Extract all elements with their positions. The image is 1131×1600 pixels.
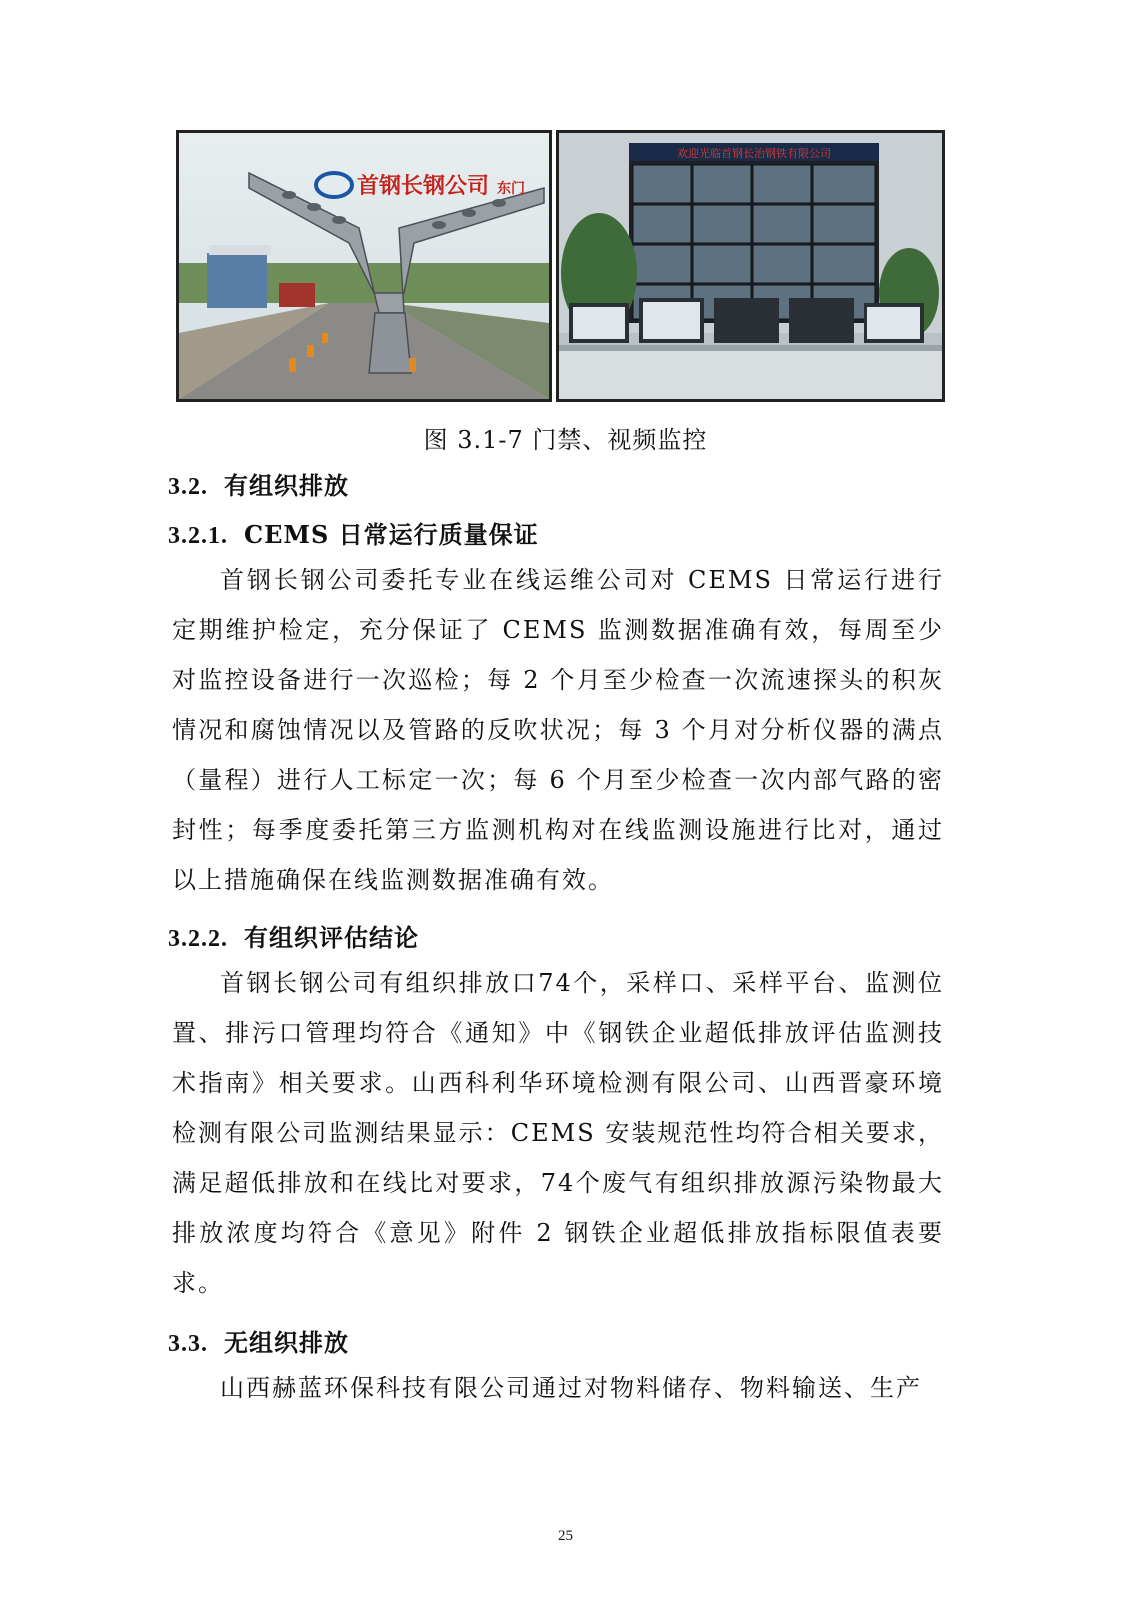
section-title: 有组织排放 <box>224 471 349 500</box>
gate-photo-illustration <box>179 133 549 399</box>
paragraph-fugitive-emission: 山西赫蓝环保科技有限公司通过对物料储存、物料输送、生产 <box>220 1374 922 1402</box>
section-number: 3.3. <box>168 1331 208 1357</box>
section-heading-3-2 <box>168 466 349 501</box>
gate-sign-text: 首钢长钢公司 <box>357 174 490 199</box>
section-number: 3.2. <box>168 474 208 500</box>
section-title: 有组织评估结论 <box>244 923 419 952</box>
monitor-wall-banner: 欢迎光临首钢长治钢铁有限公司 <box>677 147 831 160</box>
monitoring-room-photo <box>556 130 945 402</box>
paragraph-organized-conclusion: 首钢长钢公司有组织排放口74个，采样口、采样平台、监测位置、排污口管理均符合《通知》中《钢铁企业超低排放评估监测技术指南》相关要求。山西科利华环境检测有限公司、山西晋豪环境检测有限公司监测结果显示：CEMS 安装规范性均符合相关要求，满足超低排放和在线比对要求，74个废气有组织排放源污染物最大排放浓度均符合《意见》附件 2 钢铁企业超低排放指标限值表要求。 <box>172 969 944 1297</box>
section-number: 3.2.2. <box>168 926 228 952</box>
section-title: 无组织排放 <box>224 1328 349 1357</box>
page-number: 25 <box>558 1528 573 1544</box>
paragraph-cems-quality: 首钢长钢公司委托专业在线运维公司对 CEMS 日常运行进行定期维护检定，充分保证了 CEMS 监测数据准确有效，每周至少对监控设备进行一次巡检；每 2 个月至少检查一次流速探头的积灰情况和腐蚀情况以及管路的反吹状况；每 3 个月对分析仪器的满点（量程）进行人工标定一次；每 6 个月至少检查一次内部气路的密封性；每季度委托第三方监测机构对在线监测设施进行比对，通过以上措施确保在线监测数据准确有效。 <box>172 566 944 894</box>
gate-sign-suffix: 东门 <box>497 181 525 197</box>
section-heading-3-3 <box>168 1323 349 1358</box>
figure-caption: 图 3.1-7 门禁、视频监控 <box>423 426 708 454</box>
section-title: CEMS 日常运行质量保证 <box>244 520 539 549</box>
monitoring-room-illustration <box>559 133 942 399</box>
section-heading-3-2-1 <box>168 515 539 550</box>
gate-photo <box>176 130 552 402</box>
section-number: 3.2.1. <box>168 523 228 549</box>
section-heading-3-2-2 <box>168 918 419 953</box>
